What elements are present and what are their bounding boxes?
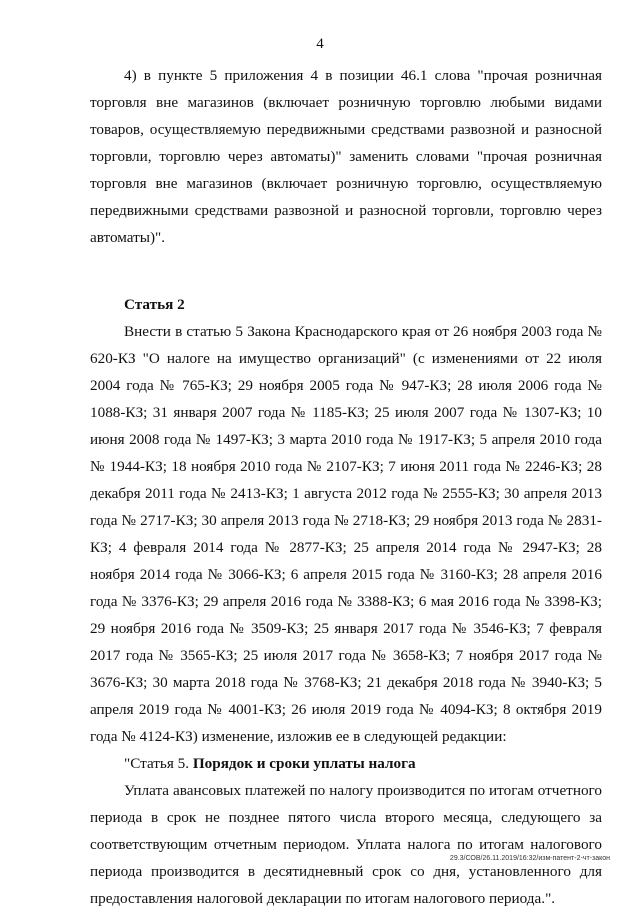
article-5-title: Порядок и сроки уплаты налога <box>192 755 416 772</box>
footer-code: 29.3/СОВ/26.11.2019/16:32/изм-патент-2-чт-закон <box>449 855 610 862</box>
document-body <box>90 62 602 912</box>
article-2-text: Внести в статью 5 Закона Краснодарского края от 26 ноября 2003 года № 620-КЗ "О налоге на имущество организаций" (с изменениями от 22 июля 2004 года № 765-КЗ; 29 ноября 2005 года № 947-КЗ; 28 июля 2006 года № 1088-КЗ; 31 января 2007 года № 1185-КЗ; 25 июля 2007 года № 1307-КЗ; 10 июня 2008 года № 1497-КЗ; 3 марта 2010 года № 1917-КЗ; 5 апреля 2010 года № 1944-КЗ; 18 ноября 2010 года № 2107-КЗ; 7 июня 2011 года № 2246-КЗ; 28 декабря 2011 года № 2413-КЗ; 1 августа 2012 года № 2555-КЗ; 30 апреля 2013 года № 2717-КЗ; 30 апреля 2013 года № 2718-КЗ; 29 ноября 2013 года № 2831-КЗ; 4 февраля 2014 года № 2877-КЗ; 25 апреля 2014 года № 2947-КЗ; 28 ноября 2014 года № 3066-КЗ; 6 апреля 2015 года № 3160-КЗ; 28 апреля 2016 года № 3376-КЗ; 29 апреля 2016 года № 3388-КЗ; 6 мая 2016 года № 3398-КЗ; 29 ноября 2016 года № 3509-КЗ; 25 января 2017 года № 3546-КЗ; 7 февраля 2017 года № 3565-КЗ; 25 июля 2017 года № 3658-КЗ; 7 ноября 2017 года № 3676-КЗ; 30 марта 2018 года № 3768-КЗ; 21 декабря 2018 года № 3940-КЗ; 5 апреля 2019 года № 4001-КЗ; 26 июля 2019 года № 4094-КЗ; 8 октября 2019 года № 4124-КЗ) изменение, изложив ее в следующей редакции: <box>90 323 602 745</box>
spacer <box>90 251 602 291</box>
article-5-prefix: "Статья 5. <box>124 755 190 772</box>
article-5-text: Уплата авансовых платежей по налогу производится по итогам отчетного периода в срок не позднее пятого числа второго месяца, следующего за соответствующим отчетным периодом. Уплата налога по итогам налогового периода производится в десятидневный срок со дня, установленного для предоставления налоговой декларации по итогам налогового периода.". <box>90 782 602 907</box>
page-number: 4 <box>316 36 324 52</box>
article-2-heading: Статья 2 <box>124 296 185 313</box>
paragraph-item-4: 4) в пункте 5 приложения 4 в позиции 46.1 слова "прочая розничная торговля вне магазинов (включает розничную торговлю любыми видами товаров, осуществляемую передвижными средствами развозной и разносной торговли, торговлю через автоматы)" заменить словами "прочая розничная торговля вне магазинов (включает розничную торговлю, осуществляемую передвижными средствами развозной и разносной торговли, торговлю через автоматы)". <box>90 67 602 246</box>
article-5-heading <box>90 750 602 777</box>
